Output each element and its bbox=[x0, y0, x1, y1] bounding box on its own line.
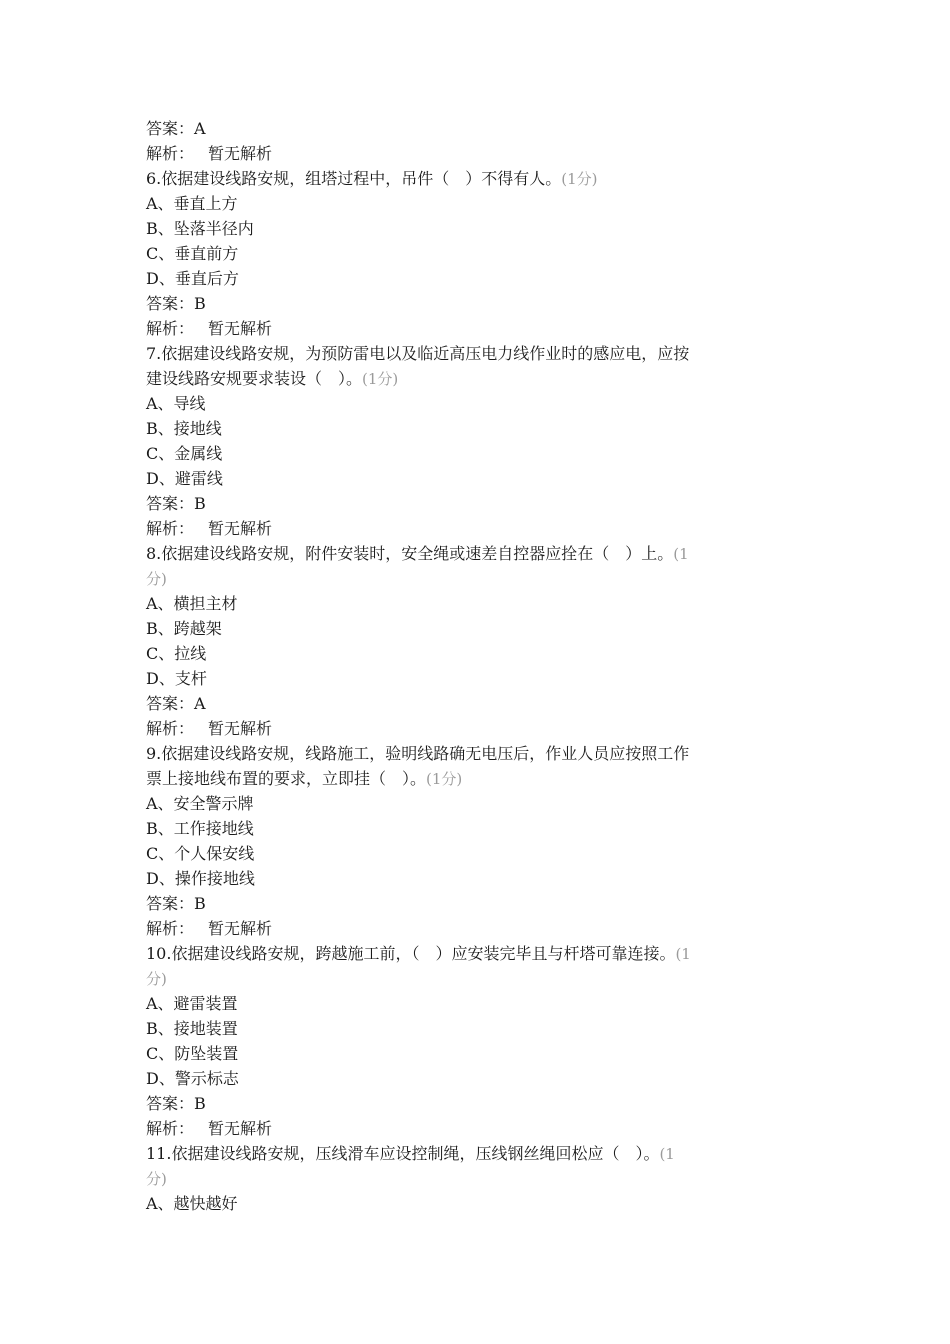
option-b: B、接地装置 bbox=[146, 1019, 238, 1038]
score-label: (1分) bbox=[362, 370, 399, 388]
analysis-line bbox=[146, 716, 806, 741]
answer-line bbox=[146, 116, 806, 141]
analysis-label: 解析： bbox=[146, 719, 195, 738]
analysis-text: 暂无解析 bbox=[208, 1119, 273, 1138]
answer-line bbox=[146, 1091, 806, 1116]
option-b: B、跨越架 bbox=[146, 619, 222, 638]
question-text: 7.依据建设线路安规，为预防雷电以及临近高压电力线作业时的感应电，应按 bbox=[146, 344, 690, 363]
score-label: (1分) bbox=[426, 770, 463, 788]
question-text: 6.依据建设线路安规，组塔过程中，吊件（ ）不得有人。 bbox=[146, 169, 562, 188]
question-text: 10.依据建设线路安规，跨越施工前，（ ）应安装完毕且与杆塔可靠连接。 bbox=[146, 944, 676, 963]
analysis-line bbox=[146, 141, 806, 166]
answer-line bbox=[146, 491, 806, 516]
score-label: (1 bbox=[673, 545, 689, 563]
analysis-label: 解析： bbox=[146, 1119, 195, 1138]
analysis-line bbox=[146, 316, 806, 341]
answer-line bbox=[146, 691, 806, 716]
question-6 bbox=[146, 166, 806, 191]
answer-line bbox=[146, 891, 806, 916]
question-7 bbox=[146, 341, 806, 366]
option-b: B、接地线 bbox=[146, 419, 222, 438]
question-11 bbox=[146, 1141, 806, 1166]
question-9-cont bbox=[146, 766, 806, 791]
question-10 bbox=[146, 941, 806, 966]
answer-line bbox=[146, 291, 806, 316]
analysis-label: 解析： bbox=[146, 319, 195, 338]
question-10-cont bbox=[146, 966, 806, 991]
score-label: (1分) bbox=[561, 170, 598, 188]
analysis-text: 暂无解析 bbox=[208, 319, 273, 338]
option-d: D、垂直后方 bbox=[146, 269, 239, 288]
answer-text: 答案：A bbox=[146, 119, 206, 138]
analysis-label: 解析： bbox=[146, 919, 195, 938]
option-c: C、个人保安线 bbox=[146, 844, 255, 863]
analysis-line bbox=[146, 916, 806, 941]
option-a: A、安全警示牌 bbox=[146, 794, 254, 813]
option-b: B、坠落半径内 bbox=[146, 219, 254, 238]
answer-text: 答案：B bbox=[146, 1094, 206, 1113]
answer-text: 答案：B bbox=[146, 294, 206, 313]
option-c: C、垂直前方 bbox=[146, 244, 239, 263]
option-a: A、垂直上方 bbox=[146, 194, 238, 213]
question-11-cont bbox=[146, 1166, 806, 1191]
question-7-cont bbox=[146, 366, 806, 391]
question-9 bbox=[146, 741, 806, 766]
analysis-line bbox=[146, 1116, 806, 1141]
analysis-text: 暂无解析 bbox=[208, 144, 273, 163]
score-label: 分) bbox=[146, 1170, 167, 1188]
question-text: 9.依据建设线路安规，线路施工，验明线路确无电压后，作业人员应按照工作 bbox=[146, 744, 690, 763]
analysis-label: 解析： bbox=[146, 144, 195, 163]
option-a: A、横担主材 bbox=[146, 594, 238, 613]
answer-text: 答案：B bbox=[146, 494, 206, 513]
question-8-cont bbox=[146, 566, 806, 591]
option-d: D、支杆 bbox=[146, 669, 207, 688]
question-text: 11.依据建设线路安规，压线滑车应设控制绳，压线钢丝绳回松应（ ）。 bbox=[146, 1144, 660, 1163]
option-c: C、金属线 bbox=[146, 444, 223, 463]
analysis-text: 暂无解析 bbox=[208, 919, 273, 938]
question-text: 票上接地线布置的要求，立即挂（ ）。 bbox=[146, 769, 427, 788]
question-text: 8.依据建设线路安规，附件安装时，安全绳或速差自控器应拴在（ ）上。 bbox=[146, 544, 674, 563]
answer-text: 答案：A bbox=[146, 694, 206, 713]
option-d: D、警示标志 bbox=[146, 1069, 239, 1088]
score-label: 分) bbox=[146, 570, 167, 588]
option-c: C、防坠装置 bbox=[146, 1044, 239, 1063]
answer-text: 答案：B bbox=[146, 894, 206, 913]
analysis-text: 暂无解析 bbox=[208, 519, 273, 538]
option-d: D、避雷线 bbox=[146, 469, 223, 488]
analysis-text: 暂无解析 bbox=[208, 719, 273, 738]
option-b: B、工作接地线 bbox=[146, 819, 254, 838]
score-label: 分) bbox=[146, 970, 167, 988]
option-c: C、拉线 bbox=[146, 644, 207, 663]
option-d: D、操作接地线 bbox=[146, 869, 255, 888]
analysis-line bbox=[146, 516, 806, 541]
score-label: (1 bbox=[659, 1145, 675, 1163]
question-text: 建设线路安规要求装设（ ）。 bbox=[146, 369, 363, 388]
document-page bbox=[146, 116, 806, 1216]
score-label: (1 bbox=[675, 945, 691, 963]
option-a: A、导线 bbox=[146, 394, 206, 413]
question-8 bbox=[146, 541, 806, 566]
option-a: A、避雷装置 bbox=[146, 994, 238, 1013]
option-a: A、越快越好 bbox=[146, 1194, 238, 1213]
analysis-label: 解析： bbox=[146, 519, 195, 538]
